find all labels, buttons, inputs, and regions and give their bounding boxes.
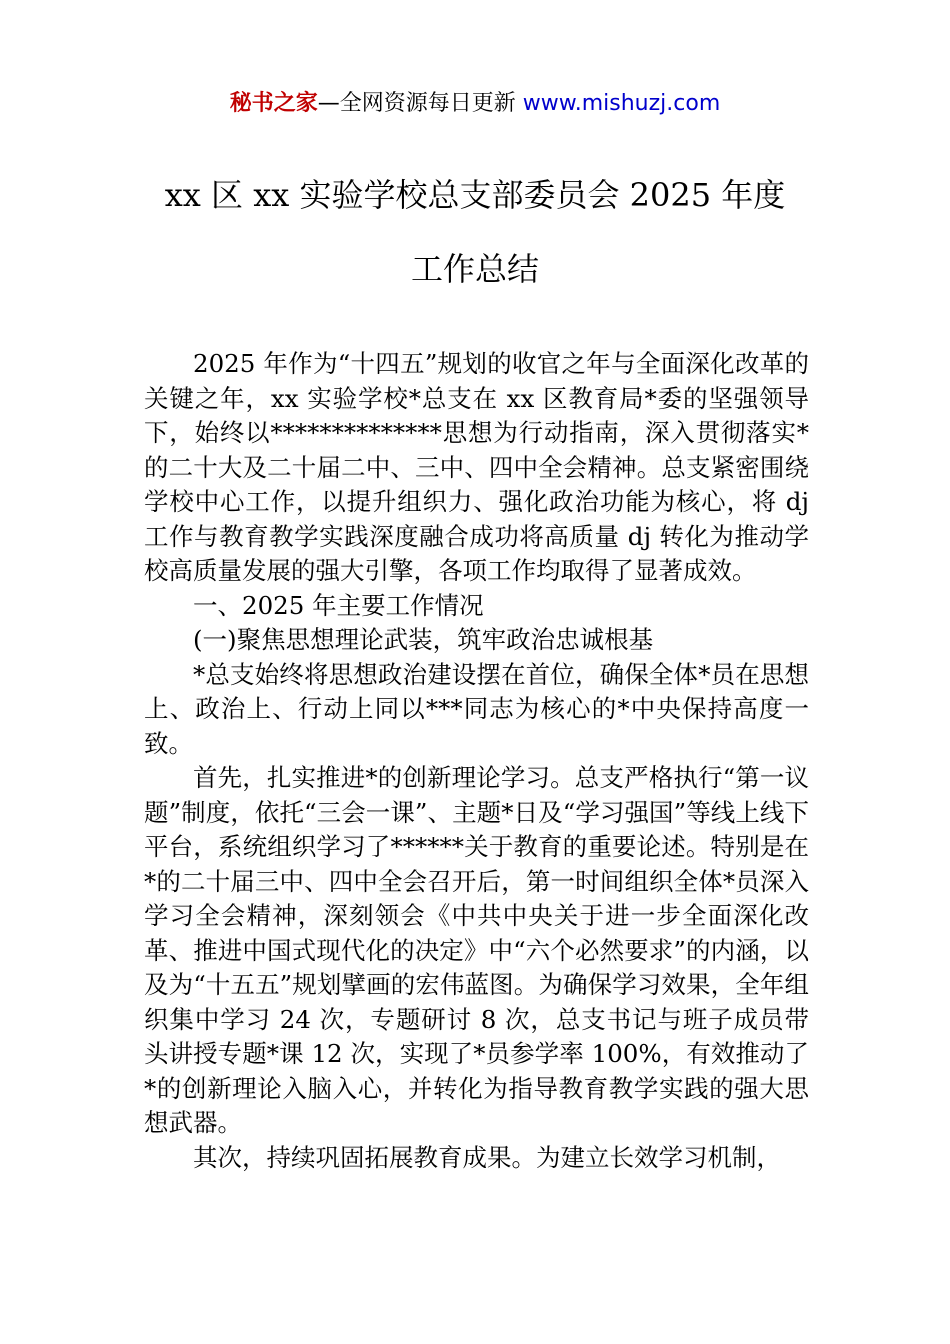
subsection-heading: (一)聚焦思想理论武装，筑牢政治忠诚根基 — [193, 625, 654, 654]
document-title-line-1: xx 区 xx 实验学校总支部委员会 2025 年度 — [164, 176, 786, 214]
site-url-link[interactable]: www.mishuzj.com — [522, 91, 721, 116]
document-title-line-2: 工作总结 — [410, 250, 539, 288]
body-paragraph: 首先，扎实推进*的创新理论学习。总支严格执行“第一议题”制度，依托“三会一课”、主题*日及“学习强国”等线上线下平台，系统组织学习了******关于教育的重要论述。特别是在*的二十届三中、四中全会召开后，第一时间组织全体*员深入学习全会精神，深刻领会《中共中央关于进一步全面深化改革、推进中国式现代化的决定》中“六个必然要求”的内涵，以及为“十五五”规划擘画的宏伟蓝图。为确保学习效果，全年组织集中学习 24 次，专题研讨 8 次，总支书记与班子成员带头讲授专题*课 12 次，实现了*员参学率 100%，有效推动了*的创新理论入脑入心，并转化为指导教育教学实践的强大思想武器。 — [144, 763, 809, 1137]
site-header — [0, 86, 950, 122]
intro-paragraph: 2025 年作为“十四五”规划的收官之年与全面深化改革的关键之年，xx 实验学校*总支在 xx 区教育局*委的坚强领导下，始终以**************思想为行动指南，深入贯彻落实*的二十大及二十届二中、三中、四中全会精神。总支紧密围绕学校中心工作，以提升组织力、强化政治功能为核心，将 dj 工作与教育教学实践深度融合成功将高质量 dj 转化为推动学校高质量发展的强大引擎，各项工作均取得了显著成效。 — [144, 349, 809, 585]
site-name: 秘书之家 — [229, 91, 318, 116]
section-heading: 一、2025 年主要工作情况 — [193, 590, 484, 620]
site-tagline: —全网资源每日更新 — [317, 91, 523, 116]
document-title — [100, 158, 850, 306]
body-paragraph: 其次，持续巩固拓展教育成果。为建立长效学习机制， — [193, 1142, 781, 1172]
document-body — [144, 347, 809, 1175]
body-paragraph: *总支始终将思想政治建设摆在首位，确保全体*员在思想上、政治上、行动上同以***同志为核心的*中央保持高度一致。 — [144, 659, 809, 758]
